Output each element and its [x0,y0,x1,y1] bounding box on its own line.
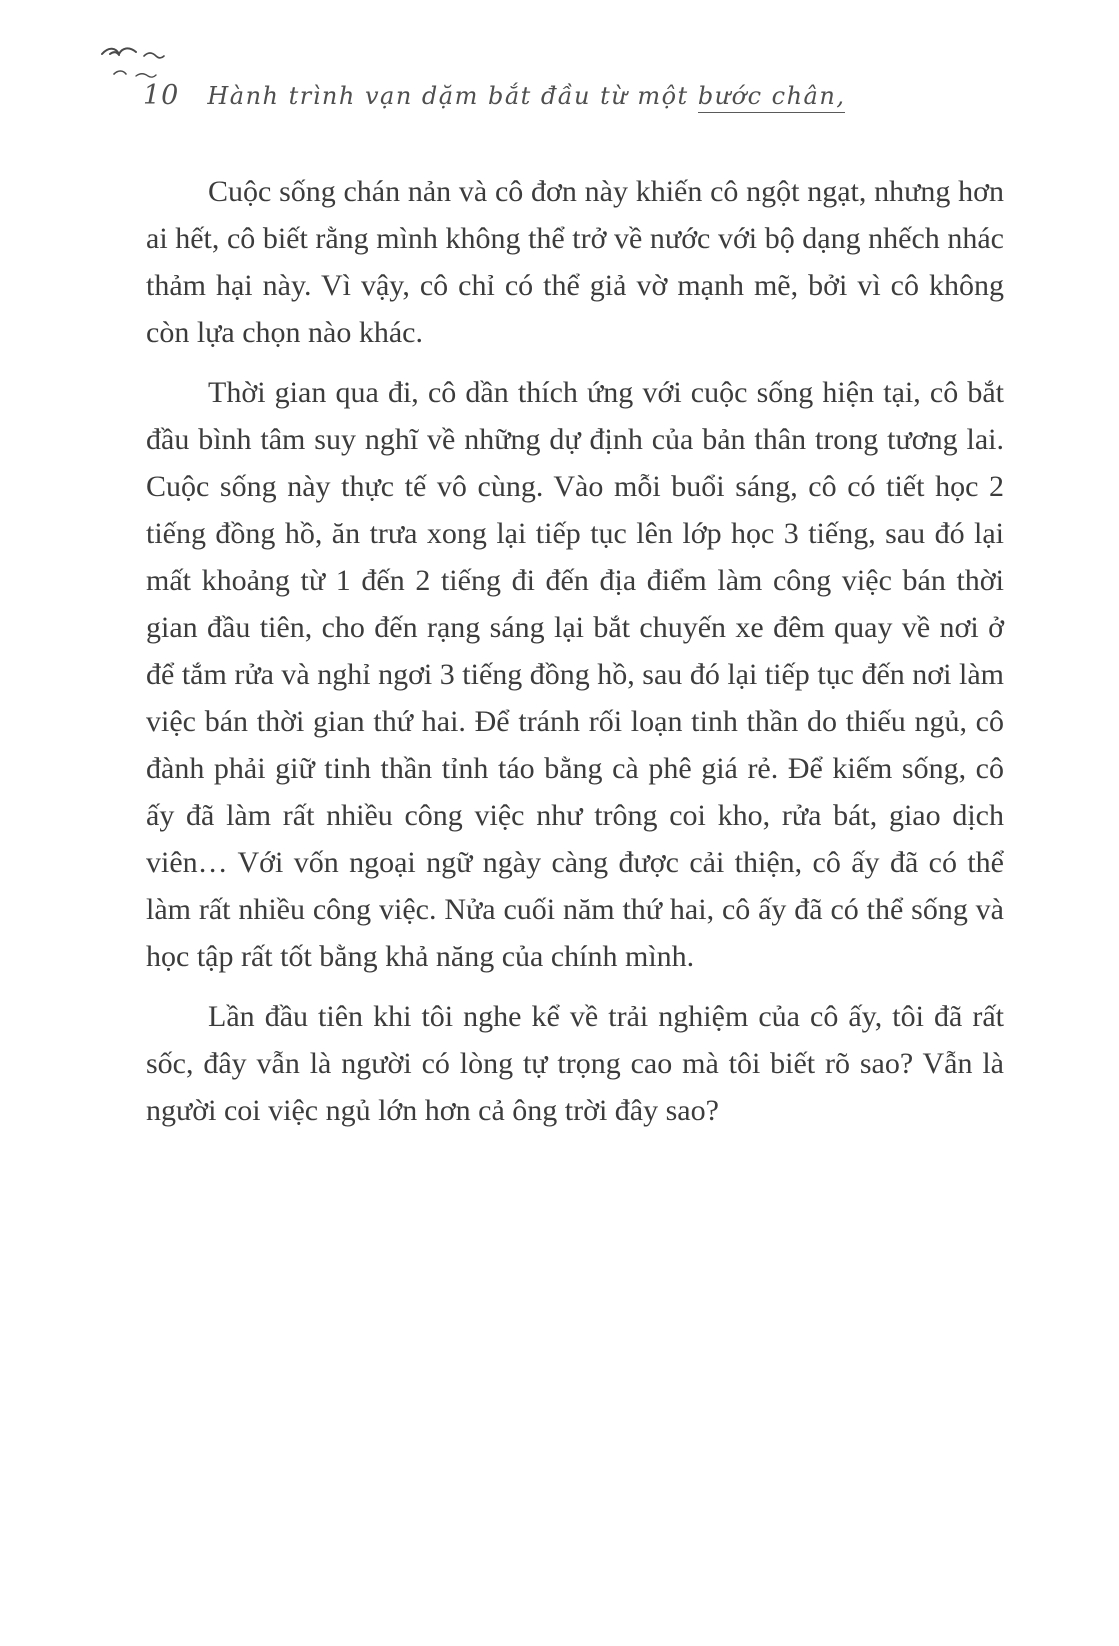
paragraph-1: Cuộc sống chán nản và cô đơn này khiến cô ngột ngạt, nhưng hơn ai hết, cô biết rằng mình không thể trở về nước với bộ dạng nhếch nhác thảm hại này. Vì vậy, cô chỉ có thể giả vờ mạnh mẽ, bởi vì cô không còn lựa chọn nào khác. [146,175,1004,349]
running-title-underlined: bước chân, [698,82,846,113]
body-text [146,168,1004,1147]
page-header [143,80,845,111]
paragraph-3: Lần đầu tiên khi tôi nghe kể về trải nghiệm của cô ấy, tôi đã rất sốc, đây vẫn là người có lòng tự trọng cao mà tôi biết rõ sao? Vẫn là người coi việc ngủ lớn hơn cả ông trời đây sao? [146,1000,1004,1127]
paragraph-2: Thời gian qua đi, cô dần thích ứng với cuộc sống hiện tại, cô bắt đầu bình tâm suy nghĩ về những dự định của bản thân trong tương lai. Cuộc sống này thực tế vô cùng. Vào mỗi buổi sáng, cô có tiết học 2 tiếng đồng hồ, ăn trưa xong lại tiếp tục lên lớp học 3 tiếng, sau đó lại mất khoảng từ 1 đến 2 tiếng đi đến địa điểm làm công việc bán thời gian đầu tiên, cho đến rạng sáng lại bắt chuyến xe đêm quay về nơi ở để tắm rửa và nghỉ ngơi 3 tiếng đồng hồ, sau đó lại tiếp tục đến nơi làm việc bán thời gian thứ hai. Để tránh rối loạn tinh thần do thiếu ngủ, cô đành phải giữ tinh thần tỉnh táo bằng cà phê giá rẻ. Để kiếm sống, cô ấy đã làm rất nhiều công việc như trông coi kho, rửa bát, giao dịch viên… Với vốn ngoại ngữ ngày càng được cải thiện, cô ấy đã có thể làm rất nhiều công việc. Nửa cuối năm thứ hai, cô ấy đã có thể sống và học tập rất tốt bằng khả năng của chính mình. [146,376,1004,973]
page-number: 10 [143,80,180,111]
running-title-main: Hành trình vạn dặm bắt đầu từ một [207,82,698,110]
running-title [207,82,845,110]
